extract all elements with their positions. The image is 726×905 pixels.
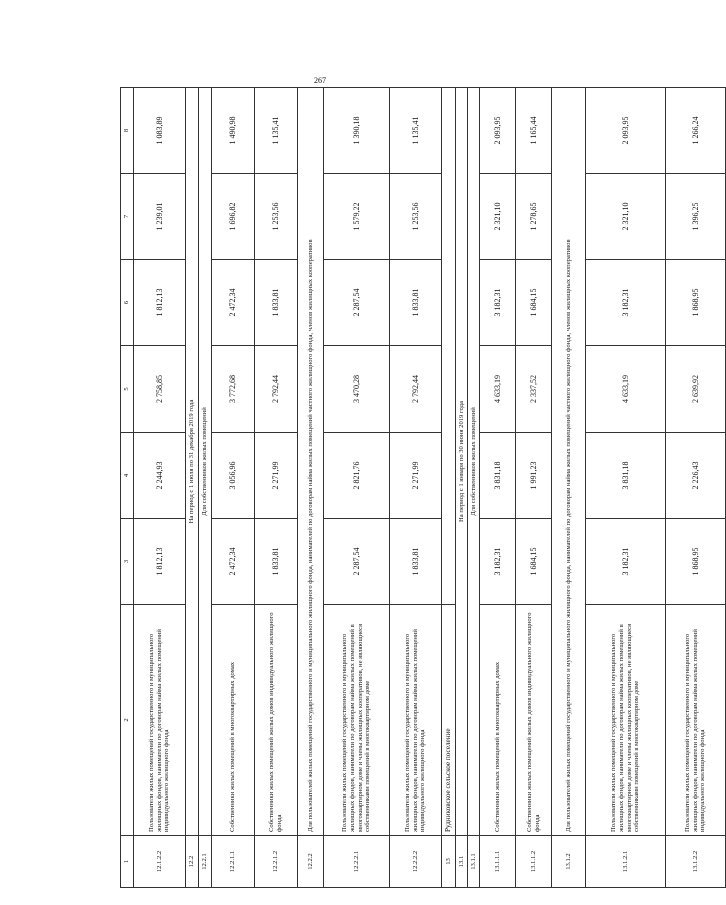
row-code: 12.1.2.2 bbox=[134, 836, 186, 888]
row-code: 13.1.2 bbox=[552, 836, 586, 888]
value-cell: 3 831,18 bbox=[480, 433, 516, 519]
row-code: 13.1.1.1 bbox=[480, 836, 516, 888]
value-cell: 3 470,28 bbox=[324, 346, 390, 433]
value-cell: 3 772,68 bbox=[212, 346, 255, 433]
value-cell: 2 093,95 bbox=[480, 88, 516, 174]
value-cell: 1 135,41 bbox=[390, 88, 442, 174]
row-code: 12.2.2 bbox=[298, 836, 324, 888]
table-row bbox=[516, 88, 552, 888]
value-cell: 2 758,85 bbox=[134, 346, 186, 433]
table-body bbox=[121, 88, 726, 888]
value-cell: 3 182,31 bbox=[480, 519, 516, 605]
value-cell: 1 579,22 bbox=[324, 174, 390, 260]
row-code: 13.1.1 bbox=[468, 836, 480, 888]
empty-cell bbox=[442, 88, 456, 605]
value-cell: 2 472,34 bbox=[212, 260, 255, 346]
settlement-row bbox=[442, 88, 456, 888]
value-cell: 1 083,89 bbox=[134, 88, 186, 174]
section-row bbox=[468, 88, 480, 888]
value-cell: 2 321,10 bbox=[480, 174, 516, 260]
section-row bbox=[552, 88, 586, 888]
section-row bbox=[199, 88, 212, 888]
value-cell: 1 266,24 bbox=[666, 88, 726, 174]
table-row bbox=[212, 88, 255, 888]
value-cell: 2 321,10 bbox=[586, 174, 666, 260]
value-cell: 1 684,15 bbox=[516, 519, 552, 605]
settlement-name: Рудниковское сельское поселение bbox=[442, 605, 456, 836]
section-row bbox=[456, 88, 468, 888]
section-title: Для пользователей жилых помещений государственного и муниципального жилищного фонда, нанимателей по договорам найма жилых помещений частного жилищного фонда, членов жилищных кооперативов bbox=[552, 88, 586, 836]
row-description: Собственники жилых помещений в многоквартирных домах bbox=[480, 605, 516, 836]
row-code: 12.2.2.1 bbox=[324, 836, 390, 888]
value-cell: 2 821,76 bbox=[324, 433, 390, 519]
value-cell: 2 639,92 bbox=[666, 346, 726, 433]
value-cell: 2 792,44 bbox=[255, 346, 298, 433]
tariff-table bbox=[120, 87, 726, 888]
value-cell: 1 278,65 bbox=[516, 174, 552, 260]
row-code: 12.2.1.1 bbox=[212, 836, 255, 888]
value-cell: 1 390,18 bbox=[324, 88, 390, 174]
value-cell: 2 472,34 bbox=[212, 519, 255, 605]
value-cell: 3 182,31 bbox=[586, 260, 666, 346]
value-cell: 2 792,44 bbox=[390, 346, 442, 433]
row-code: 13.1 bbox=[456, 836, 468, 888]
value-cell: 1 833,81 bbox=[255, 260, 298, 346]
section-title: Для собственников жилых помещений bbox=[199, 88, 212, 836]
column-number: 1 bbox=[121, 836, 134, 888]
value-cell: 1 812,13 bbox=[134, 260, 186, 346]
value-cell: 4 633,19 bbox=[480, 346, 516, 433]
value-cell: 3 056,96 bbox=[212, 433, 255, 519]
section-title: Для собственников жилых помещений bbox=[468, 88, 480, 836]
row-description: Пользователи жилых помещений государственного и муниципального жилищных фондов, наниматели по договорам найма жилых помещений в многоквартирном доме и члены жилищных кооперативов, не являющиеся собственниками помещений в многоквартирном доме bbox=[586, 605, 666, 836]
value-cell: 1 868,95 bbox=[666, 260, 726, 346]
table-row bbox=[390, 88, 442, 888]
column-number-header bbox=[121, 88, 134, 888]
value-cell: 1 239,01 bbox=[134, 174, 186, 260]
value-cell: 1 833,81 bbox=[390, 260, 442, 346]
value-cell: 2 271,99 bbox=[390, 433, 442, 519]
value-cell: 1 684,15 bbox=[516, 260, 552, 346]
table-row bbox=[255, 88, 298, 888]
value-cell: 1 165,44 bbox=[516, 88, 552, 174]
column-number: 8 bbox=[121, 88, 134, 174]
value-cell: 1 868,95 bbox=[666, 519, 726, 605]
page-number: 267 bbox=[314, 76, 326, 85]
table-wrapper bbox=[120, 87, 726, 888]
value-cell: 1 833,81 bbox=[255, 519, 298, 605]
row-description: Собственники жилых помещений жилых домов индивидуального жилищного фонда bbox=[516, 605, 552, 836]
row-description: Пользователи жилых помещений государственного и муниципального жилищных фондов, наниматели по договорам найма жилых помещений индивидуального жилищного фонда bbox=[390, 605, 442, 836]
value-cell: 3 831,18 bbox=[586, 433, 666, 519]
value-cell: 2 287,54 bbox=[324, 519, 390, 605]
row-code: 13.1.1.2 bbox=[516, 836, 552, 888]
value-cell: 2 287,54 bbox=[324, 260, 390, 346]
column-number: 2 bbox=[121, 605, 134, 836]
value-cell: 2 271,99 bbox=[255, 433, 298, 519]
section-title: Для пользователей жилых помещений государственного и муниципального жилищного фонда, нанимателей по договорам найма жилых помещений частного жилищного фонда, членов жилищных кооперативов bbox=[298, 88, 324, 836]
row-code: 12.2.2.2 bbox=[390, 836, 442, 888]
value-cell: 1 696,82 bbox=[212, 174, 255, 260]
value-cell: 1 991,23 bbox=[516, 433, 552, 519]
table-row bbox=[666, 88, 726, 888]
value-cell: 1 253,56 bbox=[390, 174, 442, 260]
row-code: 12.2.1 bbox=[199, 836, 212, 888]
table-row bbox=[324, 88, 390, 888]
value-cell: 4 633,19 bbox=[586, 346, 666, 433]
value-cell: 1 490,98 bbox=[212, 88, 255, 174]
row-code: 13.1.2.2 bbox=[666, 836, 726, 888]
value-cell: 3 182,31 bbox=[586, 519, 666, 605]
row-description: Собственники жилых помещений в многоквартирных домах bbox=[212, 605, 255, 836]
column-number: 5 bbox=[121, 346, 134, 433]
row-code: 13 bbox=[442, 836, 456, 888]
column-number: 6 bbox=[121, 260, 134, 346]
column-number: 4 bbox=[121, 433, 134, 519]
value-cell: 1 812,13 bbox=[134, 519, 186, 605]
row-description: Пользователи жилых помещений государственного и муниципального жилищных фондов, наниматели по договорам найма жилых помещений в многоквартирном доме и члены жилищных кооперативов, не являющиеся собственниками помещений в многоквартирном доме bbox=[324, 605, 390, 836]
table-row bbox=[480, 88, 516, 888]
value-cell: 2 337,52 bbox=[516, 346, 552, 433]
row-description: Пользователи жилых помещений государственного и муниципального жилищных фондов, наниматели по договорам найма жилых помещений индивидуального жилищного фонда bbox=[666, 605, 726, 836]
table-row bbox=[134, 88, 186, 888]
value-cell: 1 253,56 bbox=[255, 174, 298, 260]
row-description: Собственники жилых помещений жилых домов индивидуального жилищного фонда bbox=[255, 605, 298, 836]
section-title: На период с 1 июля по 31 декабря 2019 года bbox=[186, 88, 199, 836]
value-cell: 1 135,41 bbox=[255, 88, 298, 174]
section-title: На период с 1 января по 30 июня 2019 года bbox=[456, 88, 468, 836]
value-cell: 1 833,81 bbox=[390, 519, 442, 605]
value-cell: 2 093,95 bbox=[586, 88, 666, 174]
column-number: 3 bbox=[121, 519, 134, 605]
value-cell: 1 396,25 bbox=[666, 174, 726, 260]
row-code: 12.2.1.2 bbox=[255, 836, 298, 888]
section-row bbox=[186, 88, 199, 888]
value-cell: 2 226,43 bbox=[666, 433, 726, 519]
row-code: 12.2 bbox=[186, 836, 199, 888]
value-cell: 2 244,93 bbox=[134, 433, 186, 519]
value-cell: 3 182,31 bbox=[480, 260, 516, 346]
table-row bbox=[586, 88, 666, 888]
section-row bbox=[298, 88, 324, 888]
row-description: Пользователи жилых помещений государственного и муниципального жилищных фондов, наниматели по договорам найма жилых помещений индивидуального жилищного фонда bbox=[134, 605, 186, 836]
column-number: 7 bbox=[121, 174, 134, 260]
row-code: 13.1.2.1 bbox=[586, 836, 666, 888]
